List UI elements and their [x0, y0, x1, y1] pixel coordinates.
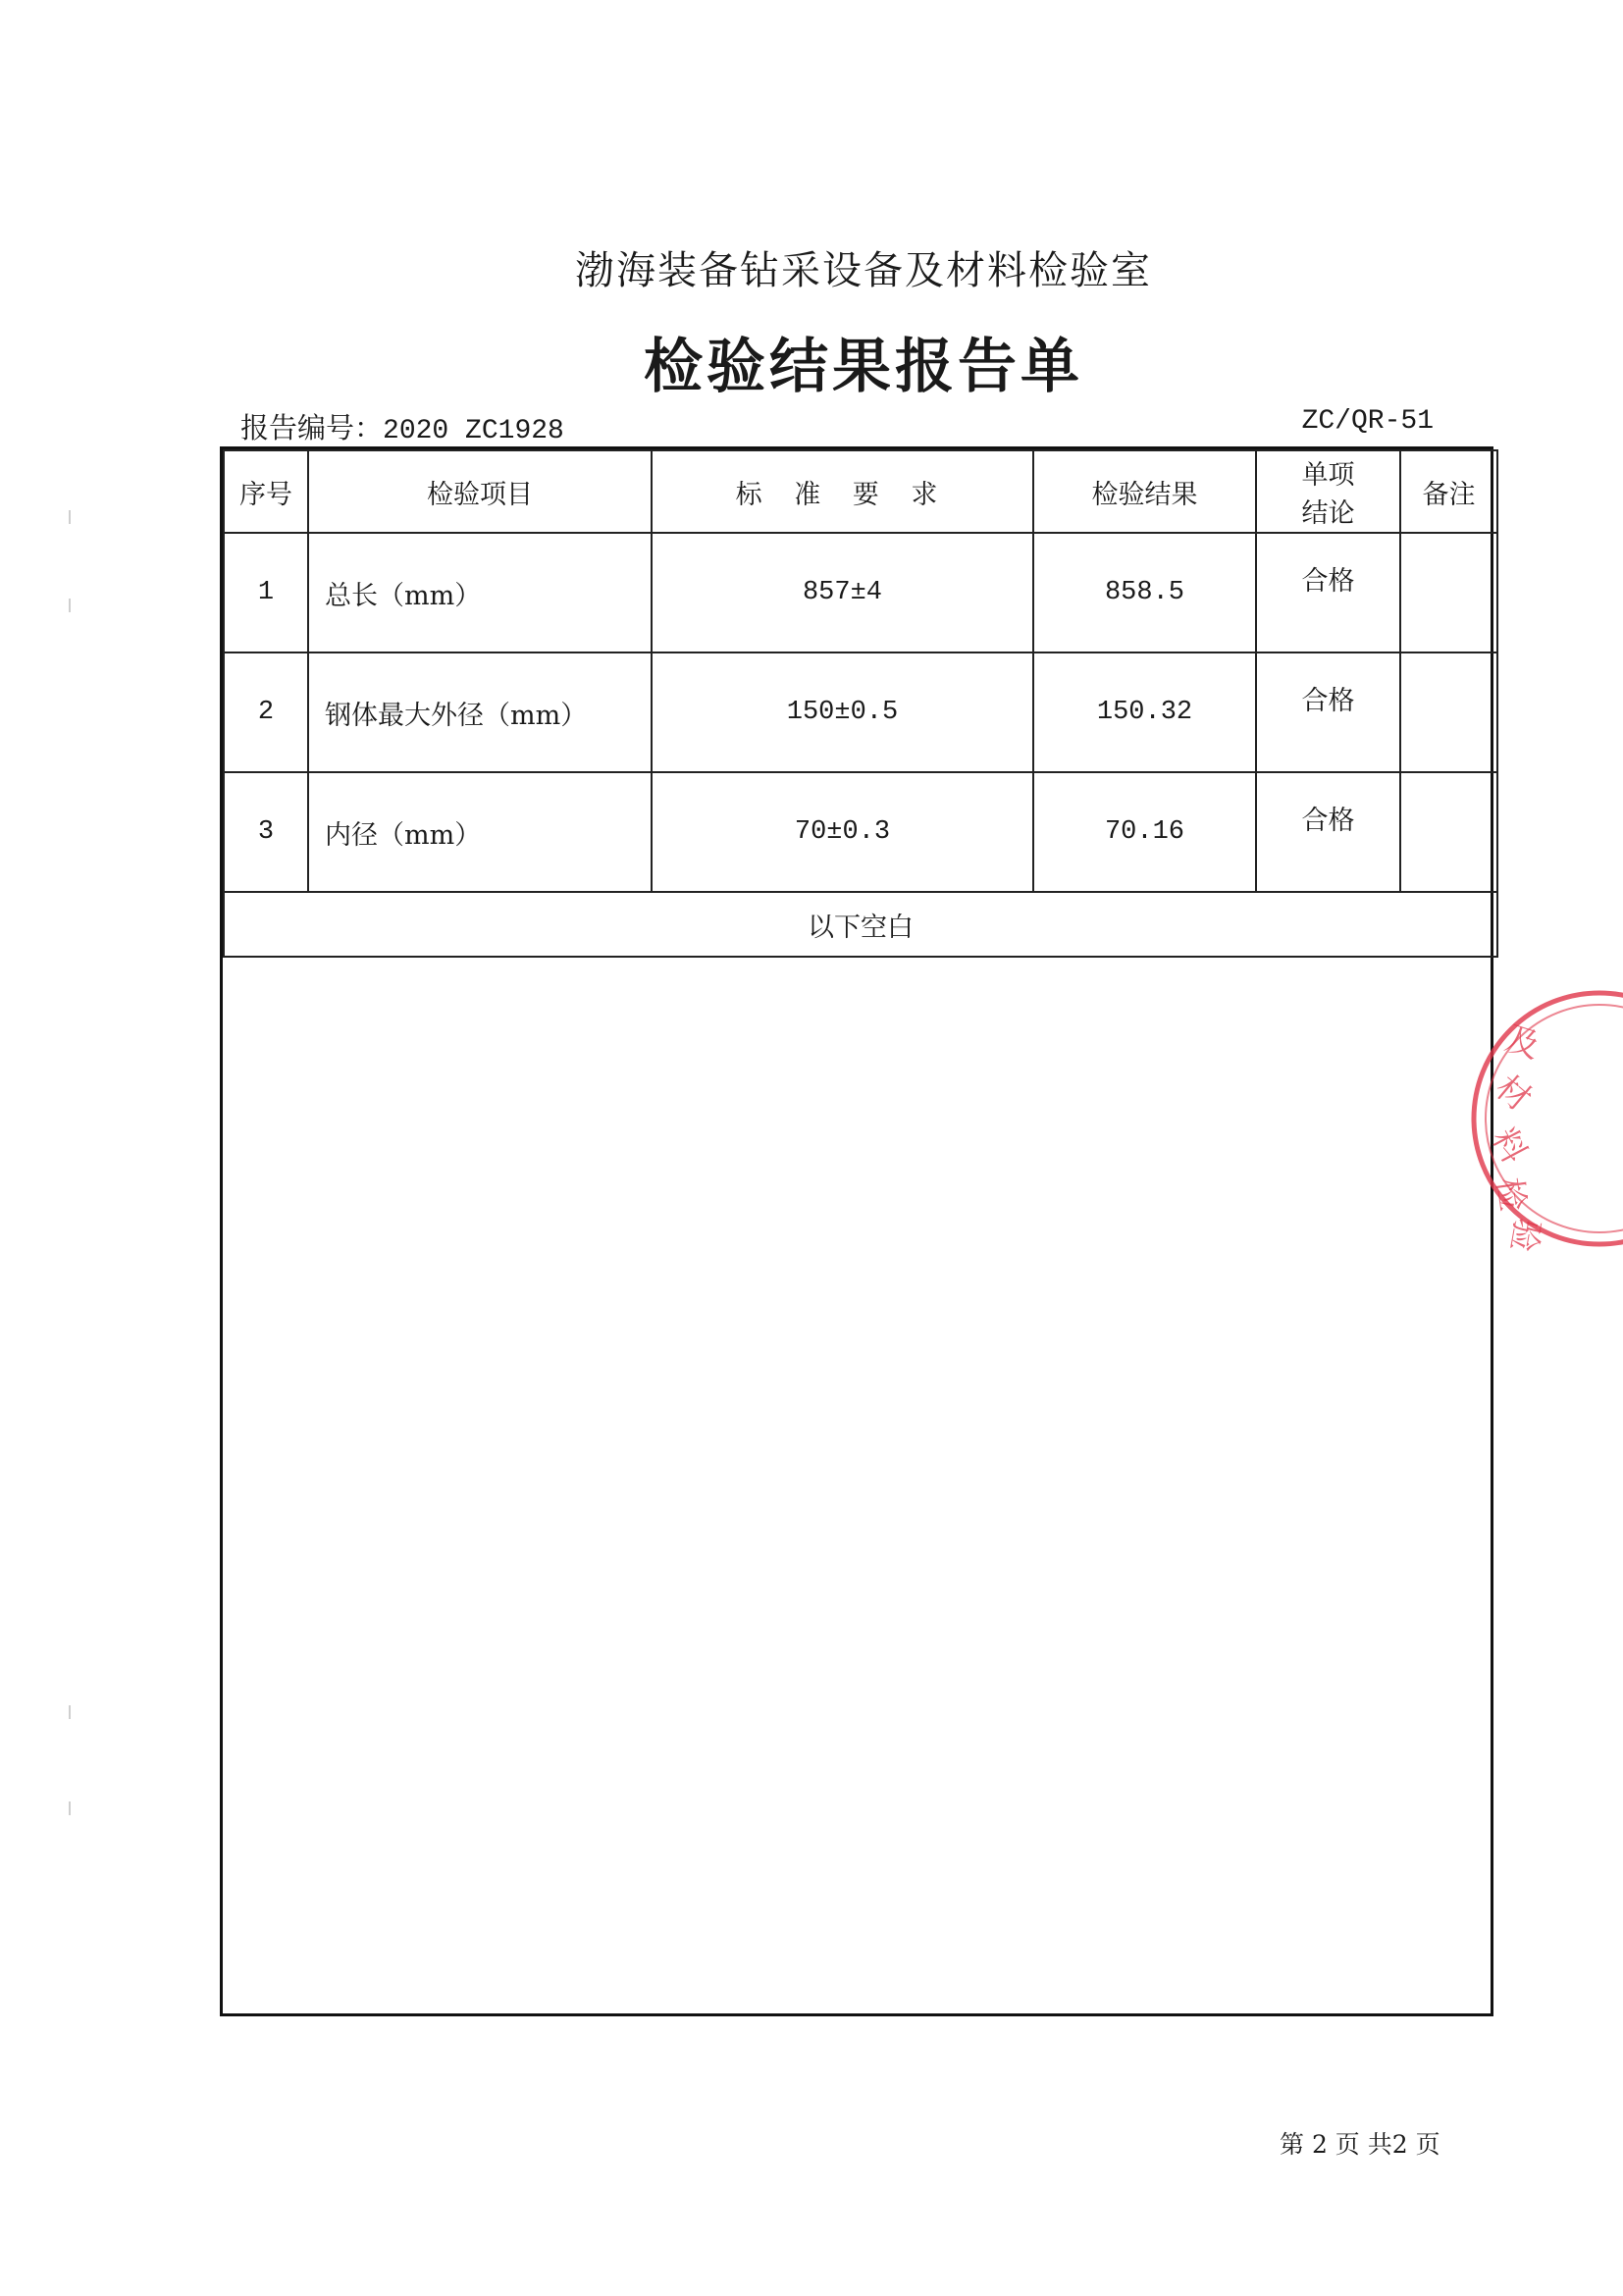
cell-result: 150.32: [1033, 652, 1256, 772]
svg-text:料: 料: [1484, 1122, 1535, 1171]
svg-text:验: 验: [1502, 1215, 1547, 1255]
header-conclusion-line1: 单项: [1301, 460, 1355, 491]
cell-conclusion: 合格: [1256, 772, 1400, 892]
header-seq: 序号: [224, 450, 308, 533]
report-number-value: 2020 ZC1928: [383, 416, 564, 446]
cell-conclusion: 合格: [1256, 533, 1400, 652]
cell-seq: 1: [224, 533, 308, 652]
doc-title: 检验结果报告单: [644, 333, 1083, 401]
blank-note: 以下空白: [224, 892, 1497, 957]
form-code: ZC/QR-51: [1301, 406, 1434, 437]
cell-item: 总长（mm）: [308, 533, 652, 652]
header-conclusion-line2: 结论: [1301, 498, 1355, 529]
table-row: [224, 772, 1497, 892]
page-number: 第 2 页 共2 页: [1280, 2130, 1440, 2159]
header-remark: 备注: [1400, 450, 1497, 533]
svg-text:及: 及: [1500, 1018, 1544, 1068]
header-conclusion: [1256, 450, 1400, 533]
cell-seq: 2: [224, 652, 308, 772]
cell-conclusion: 合格: [1256, 652, 1400, 772]
cell-standard: 857±4: [652, 533, 1033, 652]
header-item: 检验项目: [308, 450, 652, 533]
scan-mark: [69, 1705, 71, 1719]
cell-result: 858.5: [1033, 533, 1256, 652]
cell-result: 70.16: [1033, 772, 1256, 892]
table-row: [224, 652, 1497, 772]
svg-text:材: 材: [1488, 1068, 1539, 1120]
cell-item: 钢体最大外径（mm）: [308, 652, 652, 772]
header-result: 检验结果: [1033, 450, 1256, 533]
table-row: [224, 533, 1497, 652]
cell-seq: 3: [224, 772, 308, 892]
org-name: 渤海装备钻采设备及材料检验室: [575, 248, 1152, 293]
blank-note-row: [224, 892, 1497, 957]
cell-standard: 70±0.3: [652, 772, 1033, 892]
report-number-label: 报告编号：: [240, 411, 384, 444]
cell-item: 内径（mm）: [308, 772, 652, 892]
scan-mark: [69, 599, 71, 612]
cell-standard: 150±0.5: [652, 652, 1033, 772]
header-standard: 标 准 要 求: [652, 450, 1033, 533]
report-number: [240, 406, 564, 446]
svg-text:检: 检: [1489, 1174, 1533, 1214]
scan-mark: [69, 1801, 71, 1815]
scan-mark: [69, 510, 71, 524]
table-header-row: [224, 450, 1497, 533]
cell-remark: [1400, 533, 1497, 652]
official-seal-stamp: [1452, 971, 1623, 1266]
cell-remark: [1400, 652, 1497, 772]
cell-remark: [1400, 772, 1497, 892]
results-table: [223, 449, 1498, 958]
report-frame: [220, 446, 1493, 2016]
